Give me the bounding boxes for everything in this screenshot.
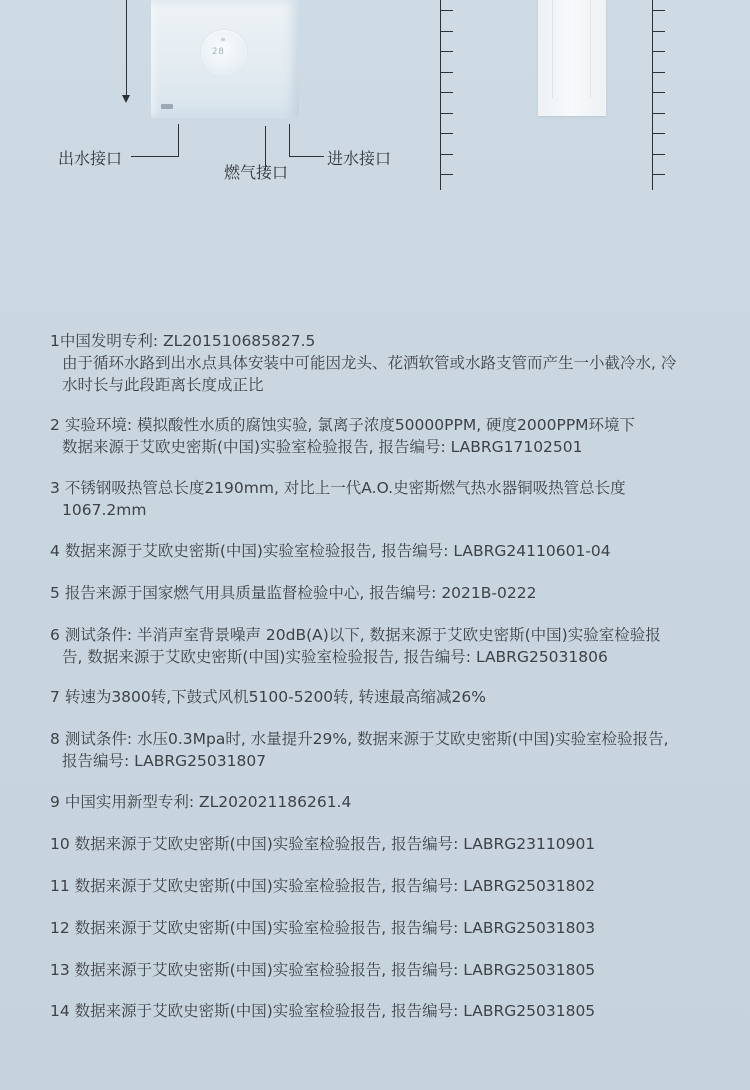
heater-display-digits: 28 [212,47,225,57]
ruler-tick [653,51,665,52]
ruler-tick [653,92,665,93]
ruler-middle-axis [440,0,441,190]
footnote-11 [50,875,595,897]
footnote-line: 1067.2mm [62,501,147,519]
footnote-line: 数据来源于艾欧史密斯(中国)实验室检验报告, 报告编号: LABRG25031803 [69,919,596,937]
gas-label: 燃气接口 [224,163,289,182]
footnote-line: 数据来源于艾欧史密斯(中国)实验室检验报告, 报告编号: LABRG17102501 [62,438,583,456]
ruler-tick [441,92,453,93]
footnote-12 [50,917,595,939]
installation-diagram [0,0,750,200]
footnote-5 [50,582,536,604]
footnote-line: 数据来源于艾欧史密斯(中国)实验室检验报告, 报告编号: LABRG25031802 [69,877,596,895]
bracket-groove [590,0,591,98]
ruler-tick [441,174,453,175]
footnote-13 [50,959,595,981]
footnote-line: 数据来源于艾欧史密斯(中国)实验室检验报告, 报告编号: LABRG23110901 [69,835,596,853]
inlet-label: 进水接口 [327,149,392,168]
mounting-bracket-image [538,0,606,116]
footnote-line: 数据来源于艾欧史密斯(中国)实验室检验报告, 报告编号: LABRG24110601-04 [64,542,611,560]
footnote-line: 中国实用新型专利: ZL202021186261.4 [64,793,352,811]
footnote-number: 12 [50,919,70,937]
ruler-tick [653,133,665,134]
outlet-leader-horizontal [131,156,179,157]
footnote-number: 11 [50,877,70,895]
footnote-number: 4 [50,542,60,560]
footnote-line: 测试条件: 水压0.3Mpa时, 水量提升29%, 数据来源于艾欧史密斯(中国)实验室检验报告, [64,730,669,748]
footnote-14 [50,1000,595,1022]
outlet-leader-vertical [178,124,179,156]
footnote-number: 2 [50,416,60,434]
ruler-tick [653,10,665,11]
inlet-leader-vertical [289,124,290,157]
bracket-groove [552,0,553,98]
footnote-number: 9 [50,793,60,811]
footnote-number: 3 [50,479,60,497]
footnote-line: 中国发明专利: ZL201510685827.5 [59,332,316,350]
ruler-tick [441,154,453,155]
footnote-line: 测试条件: 半消声室背景噪声 20dB(A)以下, 数据来源于艾欧史密斯(中国)实验室检验报 [64,626,661,644]
footnote-line: 水时长与此段距离长度成正比 [62,376,264,394]
footnote-1 [50,330,676,396]
ruler-tick [441,10,453,11]
outlet-label: 出水接口 [58,149,123,168]
footnote-line: 数据来源于艾欧史密斯(中国)实验室检验报告, 报告编号: LABRG25031805 [69,961,596,979]
heater-logo [161,104,173,109]
footnote-number: 7 [50,688,60,706]
footnote-number: 5 [50,584,60,602]
footnote-6 [50,624,661,668]
footnote-line: 实验环境: 模拟酸性水质的腐蚀实验, 氯离子浓度50000PPM, 硬度2000PPM环境下 [64,416,636,434]
footnote-number: 6 [50,626,60,644]
footnote-number: 14 [50,1002,70,1020]
footnote-10 [50,833,595,855]
ruler-right-axis [652,0,653,190]
ruler-tick [441,133,453,134]
footnote-7 [50,686,486,708]
ruler-tick [653,174,665,175]
ruler-tick [653,31,665,32]
footnote-line: 报告来源于国家燃气用具质量监督检验中心, 报告编号: 2021B-0222 [64,584,537,602]
footnote-number: 8 [50,730,60,748]
inlet-leader-horizontal [289,156,324,157]
ruler-tick [441,31,453,32]
arrow-down-icon [122,95,130,103]
water-heater-image [151,0,299,118]
footnote-4 [50,540,611,562]
footnote-3 [50,477,626,521]
footnote-line: 由于循环水路到出水点具体安装中可能因龙头、花洒软管或水路支管而产生一小截冷水, 冷 [62,354,677,372]
ruler-tick [441,51,453,52]
ruler-tick [653,72,665,73]
footnote-number: 1 [50,332,60,350]
footnote-2 [50,414,635,458]
footnote-9 [50,791,351,813]
heater-control-panel [201,30,247,76]
heater-indicator-dot [221,38,225,41]
footnote-number: 13 [50,961,70,979]
ruler-tick [653,154,665,155]
ruler-tick [441,113,453,114]
footnote-8 [50,728,669,772]
footnote-line: 告, 数据来源于艾欧史密斯(中国)实验室检验报告, 报告编号: LABRG25031806 [62,648,608,666]
footnote-line: 数据来源于艾欧史密斯(中国)实验室检验报告, 报告编号: LABRG25031805 [69,1002,596,1020]
ruler-tick [441,72,453,73]
footnote-number: 10 [50,835,70,853]
dimension-line-left [126,0,127,96]
ruler-tick [653,113,665,114]
footnote-line: 报告编号: LABRG25031807 [62,752,267,770]
footnote-line: 转速为3800转,下鼓式风机5100-5200转, 转速最高缩减26% [64,688,486,706]
footnote-line: 不锈钢吸热管总长度2190mm, 对比上一代A.O.史密斯燃气热水器铜吸热管总长度 [64,479,626,497]
